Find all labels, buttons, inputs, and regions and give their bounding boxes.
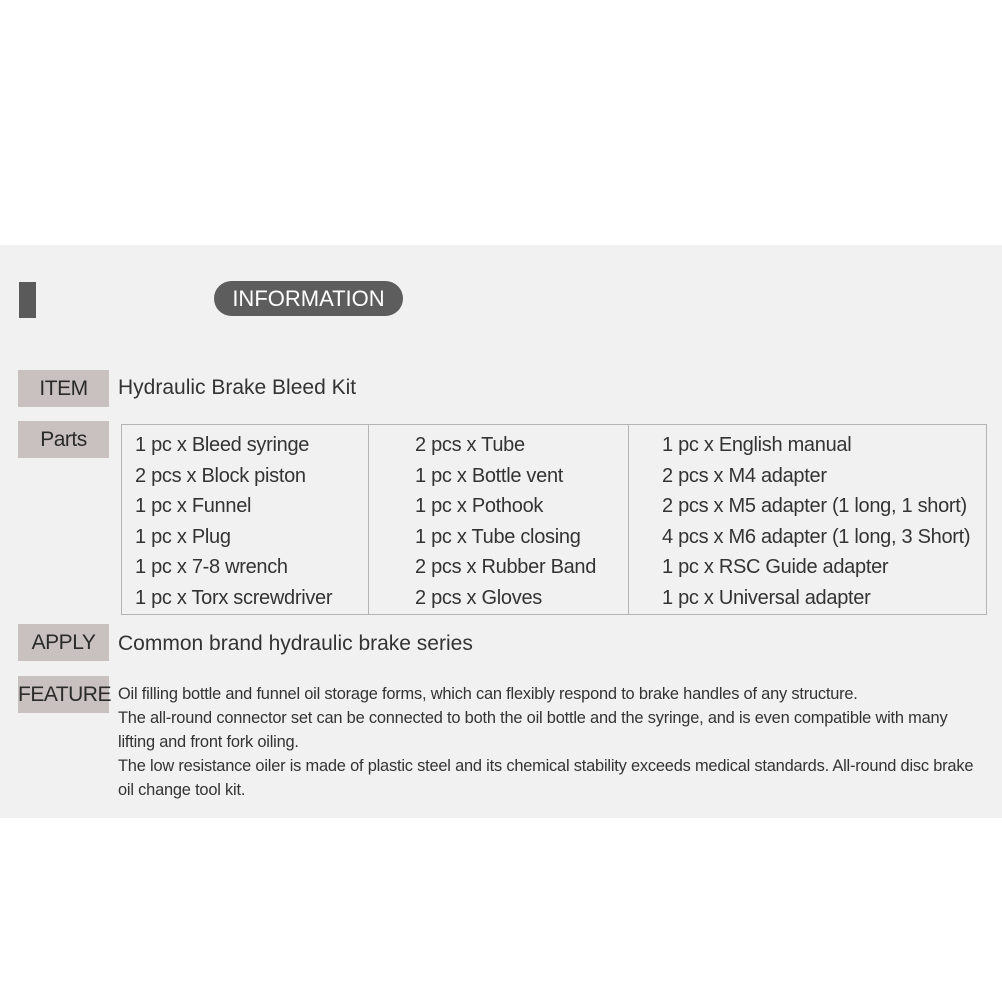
parts-item: 2 pcs x M4 adapter [662, 464, 827, 487]
parts-column-1 [122, 425, 368, 614]
parts-item: 1 pc x Bleed syringe [135, 434, 310, 456]
parts-item: 1 pc x Universal adapter [662, 586, 871, 609]
parts-item: 1 pc x Funnel [135, 495, 252, 518]
feature-paragraph: Oil filling bottle and funnel oil storage forms, which can flexibly respond to brake handles of any structure. [118, 685, 858, 703]
parts-item: 2 pcs x Block piston [135, 464, 306, 487]
parts-item: 2 pcs x Rubber Band [415, 556, 597, 579]
information-heading: INFORMATION [214, 281, 403, 316]
parts-item: 1 pc x Torx screwdriver [135, 586, 333, 609]
feature-label: FEATURE [18, 676, 109, 713]
parts-column-3 [628, 425, 986, 614]
parts-item: 1 pc x RSC Guide adapter [662, 556, 889, 579]
parts-item: 1 pc x Tube closing [415, 525, 581, 548]
parts-item: 1 pc x English manual [662, 434, 852, 456]
parts-label: Parts [18, 421, 109, 458]
parts-item: 1 pc x Pothook [415, 495, 544, 518]
section-marker [19, 282, 36, 318]
parts-table [121, 424, 987, 615]
parts-column-2 [368, 425, 628, 614]
parts-item: 1 pc x 7-8 wrench [135, 556, 288, 579]
parts-item: 1 pc x Plug [135, 525, 231, 548]
feature-text [118, 682, 988, 802]
apply-value: Common brand hydraulic brake series [118, 632, 473, 655]
parts-item: 2 pcs x Gloves [415, 586, 542, 609]
information-panel [0, 245, 1002, 818]
item-label: ITEM [18, 370, 109, 407]
parts-item: 4 pcs x M6 adapter (1 long, 3 Short) [662, 525, 971, 548]
feature-paragraph: The all-round connector set can be connected to both the oil bottle and the syringe, and is even compatible with many lifting and front fork oiling. [118, 709, 948, 751]
item-value: Hydraulic Brake Bleed Kit [118, 376, 357, 399]
parts-item: 2 pcs x M5 adapter (1 long, 1 short) [662, 495, 967, 518]
feature-paragraph: The low resistance oiler is made of plastic steel and its chemical stability exceeds medical standards. All-round disc brake oil change tool kit. [118, 757, 974, 799]
parts-item: 1 pc x Bottle vent [415, 464, 564, 487]
apply-label: APPLY [18, 624, 109, 661]
parts-item: 2 pcs x Tube [415, 434, 525, 456]
